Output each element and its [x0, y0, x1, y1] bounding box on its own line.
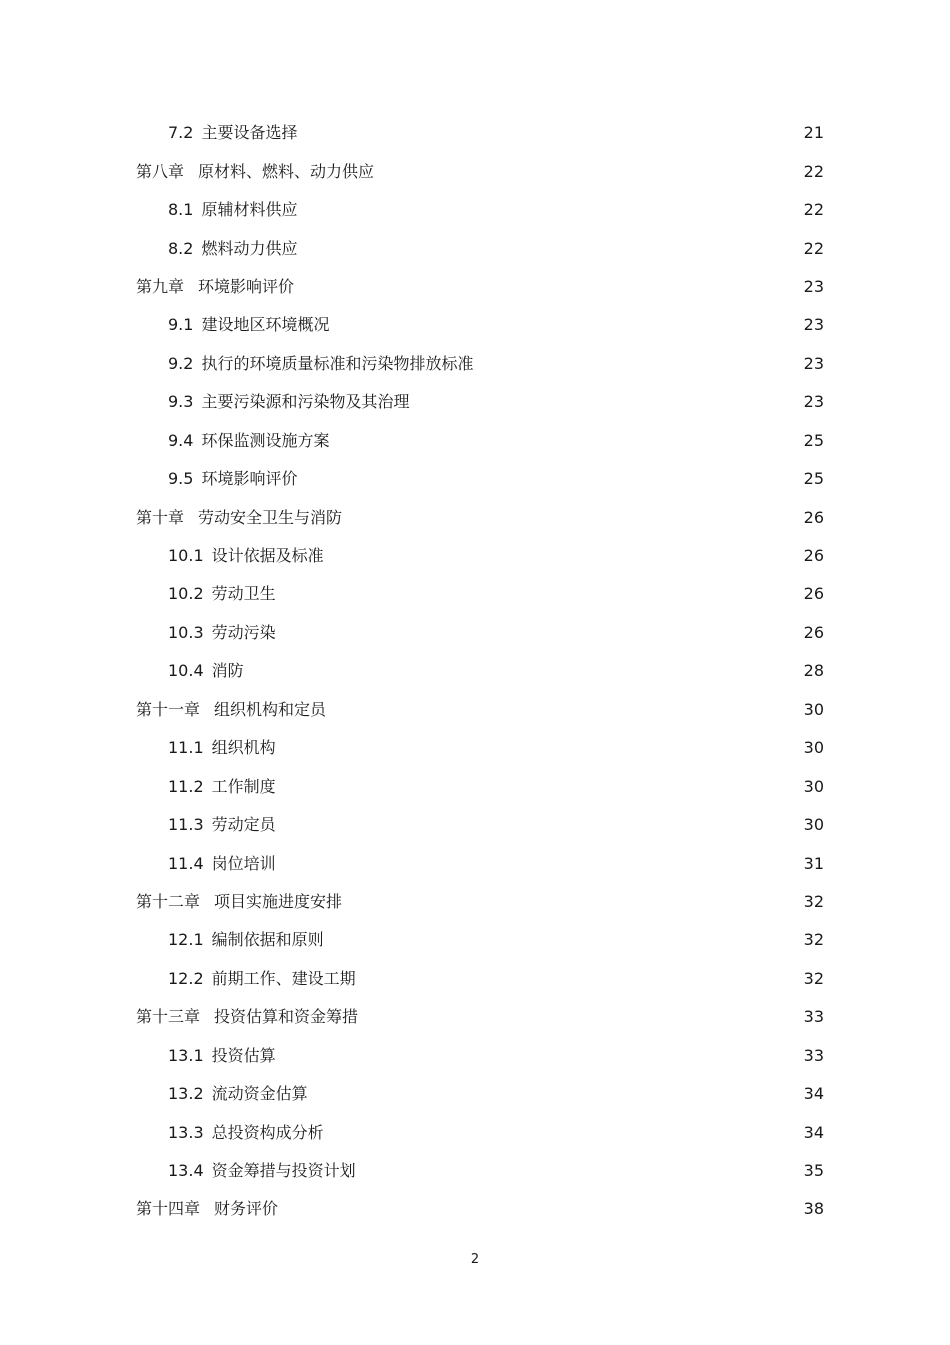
toc-entry-title: 主要污染源和污染物及其治理 [201, 392, 410, 412]
toc-dot-leader [336, 1123, 802, 1143]
toc-dot-leader [309, 200, 801, 220]
toc-section-entry[interactable] [0, 383, 950, 421]
toc-entry-number: 13.3 [168, 1122, 204, 1142]
toc-entry-number: 10.4 [168, 661, 204, 681]
toc-dot-leader [288, 738, 802, 758]
toc-entry-page: 30 [803, 776, 824, 796]
toc-dot-leader [306, 277, 802, 297]
toc-dot-leader [320, 1084, 802, 1104]
toc-chapter-entry[interactable] [0, 498, 950, 536]
toc-dot-leader [368, 969, 802, 989]
toc-entry-number: 第十三章 [136, 1007, 201, 1027]
toc-entry-number: 12.2 [168, 968, 204, 988]
toc-section-entry[interactable] [0, 1075, 950, 1113]
toc-section-entry[interactable] [0, 921, 950, 959]
toc-section-entry[interactable] [0, 229, 950, 267]
toc-entry-number: 第十四章 [136, 1199, 201, 1219]
toc-entry-number: 8.2 [168, 238, 194, 258]
toc-chapter-entry[interactable] [0, 1190, 950, 1228]
toc-section-entry[interactable] [0, 460, 950, 498]
toc-entry-page: 21 [803, 123, 824, 143]
toc-entry-page: 23 [803, 392, 824, 412]
toc-dot-leader [288, 815, 802, 835]
toc-entry-page: 22 [803, 238, 824, 258]
toc-entry-number: 13.2 [168, 1084, 204, 1104]
toc-entry-number: 11.3 [168, 815, 204, 835]
toc-entry-title: 财务评价 [214, 1199, 279, 1219]
toc-entry-page: 25 [803, 430, 824, 450]
toc-entry-title: 投资估算和资金筹措 [214, 1007, 359, 1027]
toc-entry-page: 34 [803, 1084, 824, 1104]
toc-entry-number: 10.3 [168, 622, 204, 642]
toc-dot-leader [421, 392, 801, 412]
toc-entry-page: 32 [803, 930, 824, 950]
toc-entry-number: 12.1 [168, 930, 204, 950]
toc-entry-number: 9.2 [168, 353, 194, 373]
toc-entry-page: 35 [803, 1161, 824, 1181]
toc-dot-leader [288, 623, 802, 643]
table-of-contents [0, 114, 950, 1229]
toc-entry-number: 10.2 [168, 584, 204, 604]
toc-entry-number: 9.3 [168, 392, 194, 412]
toc-entry-page: 30 [803, 738, 824, 758]
toc-entry-number: 第十二章 [136, 891, 201, 911]
toc-section-entry[interactable] [0, 575, 950, 613]
toc-entry-title: 劳动安全卫生与消防 [198, 507, 343, 527]
toc-dot-leader [309, 123, 801, 143]
toc-dot-leader [338, 700, 802, 720]
toc-entry-title: 资金筹措与投资计划 [211, 1161, 356, 1181]
toc-entry-title: 流动资金估算 [211, 1084, 308, 1104]
toc-entry-number: 13.4 [168, 1161, 204, 1181]
toc-section-entry[interactable] [0, 114, 950, 152]
toc-entry-title: 劳动污染 [211, 622, 276, 642]
toc-entry-title: 建设地区环境概况 [201, 315, 330, 335]
toc-entry-number: 第九章 [136, 276, 185, 296]
toc-dot-leader [290, 1199, 802, 1219]
toc-entry-number: 第八章 [136, 161, 185, 181]
toc-chapter-entry[interactable] [0, 998, 950, 1036]
toc-section-entry[interactable] [0, 345, 950, 383]
toc-entry-number: 13.1 [168, 1045, 204, 1065]
toc-entry-title: 执行的环境质量标准和污染物排放标准 [201, 353, 474, 373]
toc-dot-leader [485, 354, 801, 374]
toc-dot-leader [336, 546, 802, 566]
toc-entry-title: 项目实施进度安排 [214, 891, 343, 911]
toc-chapter-entry[interactable] [0, 883, 950, 921]
toc-section-entry[interactable] [0, 191, 950, 229]
toc-dot-leader [341, 431, 801, 451]
toc-entry-title: 前期工作、建设工期 [211, 968, 356, 988]
toc-section-entry[interactable] [0, 422, 950, 460]
toc-entry-title: 燃料动力供应 [201, 238, 298, 258]
toc-entry-title: 岗位培训 [211, 853, 276, 873]
toc-dot-leader [386, 162, 802, 182]
toc-entry-number: 10.1 [168, 546, 204, 566]
toc-section-entry[interactable] [0, 652, 950, 690]
toc-chapter-entry[interactable] [0, 152, 950, 190]
toc-dot-leader [288, 1046, 802, 1066]
toc-section-entry[interactable] [0, 614, 950, 652]
toc-entry-page: 38 [803, 1199, 824, 1219]
toc-entry-title: 环境影响评价 [198, 276, 295, 296]
toc-entry-page: 31 [803, 853, 824, 873]
toc-dot-leader [341, 315, 801, 335]
toc-section-entry[interactable] [0, 1152, 950, 1190]
toc-entry-number: 第十一章 [136, 699, 201, 719]
toc-entry-number: 第十章 [136, 507, 185, 527]
toc-entry-number: 9.4 [168, 430, 194, 450]
toc-entry-title: 主要设备选择 [201, 123, 298, 143]
toc-dot-leader [288, 584, 802, 604]
toc-entry-page: 32 [803, 891, 824, 911]
toc-entry-page: 26 [803, 584, 824, 604]
toc-entry-page: 33 [803, 1045, 824, 1065]
toc-entry-title: 工作制度 [211, 776, 276, 796]
toc-entry-page: 22 [803, 200, 824, 220]
toc-entry-page: 22 [803, 161, 824, 181]
toc-entry-page: 28 [803, 661, 824, 681]
toc-entry-page: 33 [803, 1007, 824, 1027]
toc-dot-leader [336, 930, 802, 950]
toc-chapter-entry[interactable] [0, 691, 950, 729]
toc-entry-title: 原材料、燃料、动力供应 [198, 161, 375, 181]
toc-entry-title: 劳动定员 [211, 815, 276, 835]
toc-entry-page: 32 [803, 968, 824, 988]
toc-entry-number: 8.1 [168, 200, 194, 220]
toc-dot-leader [354, 508, 802, 528]
toc-entry-title: 原辅材料供应 [201, 200, 298, 220]
toc-dot-leader [354, 892, 802, 912]
toc-entry-title: 消防 [211, 661, 244, 681]
toc-dot-leader [288, 777, 802, 797]
toc-section-entry[interactable] [0, 729, 950, 767]
toc-entry-title: 组织机构和定员 [214, 699, 327, 719]
toc-entry-title: 编制依据和原则 [211, 930, 324, 950]
toc-entry-page: 26 [803, 546, 824, 566]
toc-entry-page: 30 [803, 699, 824, 719]
toc-section-entry[interactable] [0, 537, 950, 575]
toc-section-entry[interactable] [0, 960, 950, 998]
toc-dot-leader [309, 239, 801, 259]
toc-entry-page: 25 [803, 469, 824, 489]
toc-entry-page: 23 [803, 353, 824, 373]
toc-section-entry[interactable] [0, 1113, 950, 1151]
toc-section-entry[interactable] [0, 806, 950, 844]
toc-section-entry[interactable] [0, 1037, 950, 1075]
toc-section-entry[interactable] [0, 306, 950, 344]
toc-dot-leader [309, 469, 801, 489]
toc-entry-title: 投资估算 [211, 1045, 276, 1065]
page-number: 2 [470, 1252, 480, 1267]
toc-entry-title: 组织机构 [211, 738, 276, 758]
toc-entry-page: 30 [803, 815, 824, 835]
toc-section-entry[interactable] [0, 767, 950, 805]
toc-entry-number: 11.1 [168, 738, 204, 758]
toc-chapter-entry[interactable] [0, 268, 950, 306]
toc-entry-number: 9.1 [168, 315, 194, 335]
toc-dot-leader [288, 854, 802, 874]
toc-entry-title: 劳动卫生 [211, 584, 276, 604]
toc-entry-number: 11.2 [168, 776, 204, 796]
toc-entry-title: 设计依据及标准 [211, 546, 324, 566]
toc-entry-title: 环保监测设施方案 [201, 430, 330, 450]
toc-section-entry[interactable] [0, 844, 950, 882]
toc-entry-number: 7.2 [168, 123, 194, 143]
toc-entry-title: 环境影响评价 [201, 469, 298, 489]
toc-dot-leader [256, 661, 802, 681]
toc-entry-page: 26 [803, 622, 824, 642]
toc-dot-leader [368, 1161, 802, 1181]
toc-entry-page: 26 [803, 507, 824, 527]
toc-entry-page: 23 [803, 276, 824, 296]
toc-entry-title: 总投资构成分析 [211, 1122, 324, 1142]
toc-entry-page: 34 [803, 1122, 824, 1142]
toc-dot-leader [370, 1007, 802, 1027]
toc-entry-page: 23 [803, 315, 824, 335]
toc-entry-number: 9.5 [168, 469, 194, 489]
toc-entry-number: 11.4 [168, 853, 204, 873]
